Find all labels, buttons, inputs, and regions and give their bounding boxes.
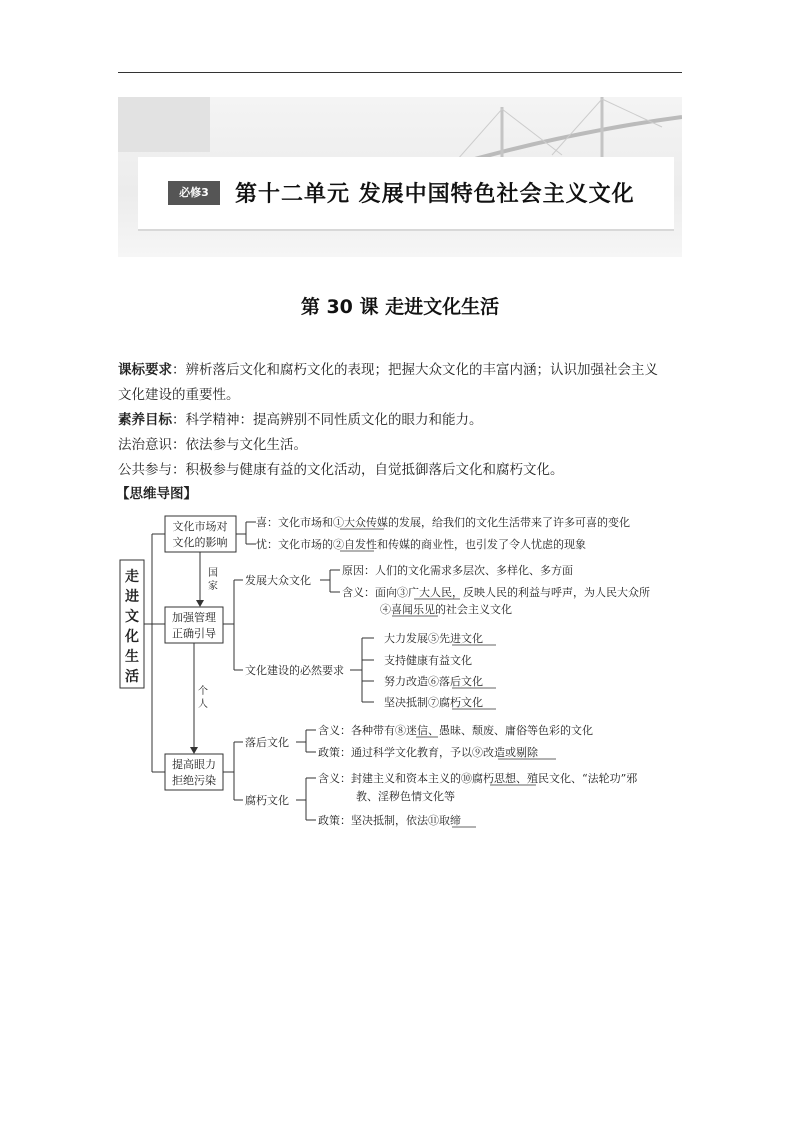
yuanyin-line: 原因：人们的文化需求多层次、多样化、多方面 bbox=[342, 564, 573, 577]
luohou-connector bbox=[296, 730, 316, 752]
you-line: 忧：文化市场的②自发性和传媒的商业性，也引发了令人忧虑的现象 bbox=[256, 538, 586, 551]
box-text: 提高眼力 bbox=[172, 758, 216, 771]
root-char: 化 bbox=[125, 629, 139, 645]
box-text: 加强管理 bbox=[172, 611, 216, 624]
fx-hanyi-2: 教、淫秽色情文化等 bbox=[356, 790, 455, 803]
fuxiu-label: 腐朽文化 bbox=[245, 794, 289, 807]
arrow-head bbox=[196, 600, 204, 607]
fazhi-line: 法治意识：依法参与文化生活。 bbox=[118, 437, 307, 453]
box-text: 正确引导 bbox=[172, 627, 216, 640]
xi-line: 喜：文化市场和①大众传媒的发展，给我们的文化生活带来了许多可喜的变化 bbox=[256, 516, 630, 529]
unit-title: 第十二单元 发展中国特色社会主义文化 bbox=[235, 182, 635, 207]
box-text: 文化的影响 bbox=[172, 536, 228, 549]
biran-connector bbox=[350, 638, 374, 702]
root-char: 活 bbox=[125, 669, 139, 685]
link-label: 国 bbox=[208, 568, 218, 579]
box2-connector bbox=[223, 580, 243, 670]
arrow-head bbox=[190, 747, 198, 754]
kebiao-line: 课标要求：辨析落后文化和腐朽文化的表现；把握大众文化的丰富内涵；认识加强社会主义 bbox=[118, 362, 658, 378]
fuxiu-connector bbox=[296, 778, 316, 820]
root-char: 生 bbox=[125, 649, 139, 665]
req-1: 大力发展⑤先进文化 bbox=[384, 632, 483, 645]
box-text: 文化市场对 bbox=[172, 520, 228, 533]
lesson-title: 第 30 课 走进文化生活 bbox=[300, 296, 500, 318]
lh-hanyi: 含义：各种带有⑧迷信、愚昧、颓废、庸俗等色彩的文化 bbox=[318, 724, 593, 737]
link-label: 人 bbox=[198, 699, 208, 710]
root-char: 进 bbox=[125, 589, 139, 605]
box1-connector bbox=[236, 522, 256, 544]
biran-label: 文化建设的必然要求 bbox=[245, 664, 344, 677]
fx-hanyi: 含义：封建主义和资本主义的⑩腐朽思想、殖民文化、“法轮功”邪 bbox=[318, 772, 638, 785]
mindmap-title: 【思维导图】 bbox=[116, 486, 197, 502]
link-label: 家 bbox=[208, 581, 218, 592]
luohou-label: 落后文化 bbox=[245, 736, 289, 749]
lh-zhengce: 政策：通过科学文化教育，予以⑨改造或剔除 bbox=[318, 746, 538, 759]
kebiao-line-2: 文化建设的重要性。 bbox=[118, 387, 240, 403]
suyang-line: 素养目标：科学精神：提高辨别不同性质文化的眼力和能力。 bbox=[118, 412, 483, 428]
box-text: 拒绝污染 bbox=[172, 774, 216, 787]
fazhan-label: 发展大众文化 bbox=[245, 574, 311, 587]
req-2: 支持健康有益文化 bbox=[384, 654, 472, 667]
root-connector bbox=[144, 534, 165, 772]
fx-zhengce: 政策：坚决抵制，依法⑪取缔 bbox=[318, 814, 461, 827]
hanyi-line: 含义：面向③广大人民，反映人民的利益与呼声，为人民大众所 bbox=[342, 586, 650, 599]
textbook-badge: 必修3 bbox=[168, 181, 220, 205]
gonggong-line: 公共参与：积极参与健康有益的文化活动，自觉抵御落后文化和腐朽文化。 bbox=[118, 462, 564, 478]
hanyi-line-2: ④喜闻乐见的社会主义文化 bbox=[380, 603, 512, 616]
root-char: 文 bbox=[125, 609, 139, 625]
box3-connector bbox=[223, 742, 243, 800]
req-4: 坚决抵制⑦腐朽文化 bbox=[384, 696, 483, 709]
fazhan-connector bbox=[320, 570, 340, 592]
req-3: 努力改造⑥落后文化 bbox=[384, 675, 483, 688]
root-char: 走 bbox=[125, 569, 139, 585]
link-label: 个 bbox=[198, 686, 208, 697]
